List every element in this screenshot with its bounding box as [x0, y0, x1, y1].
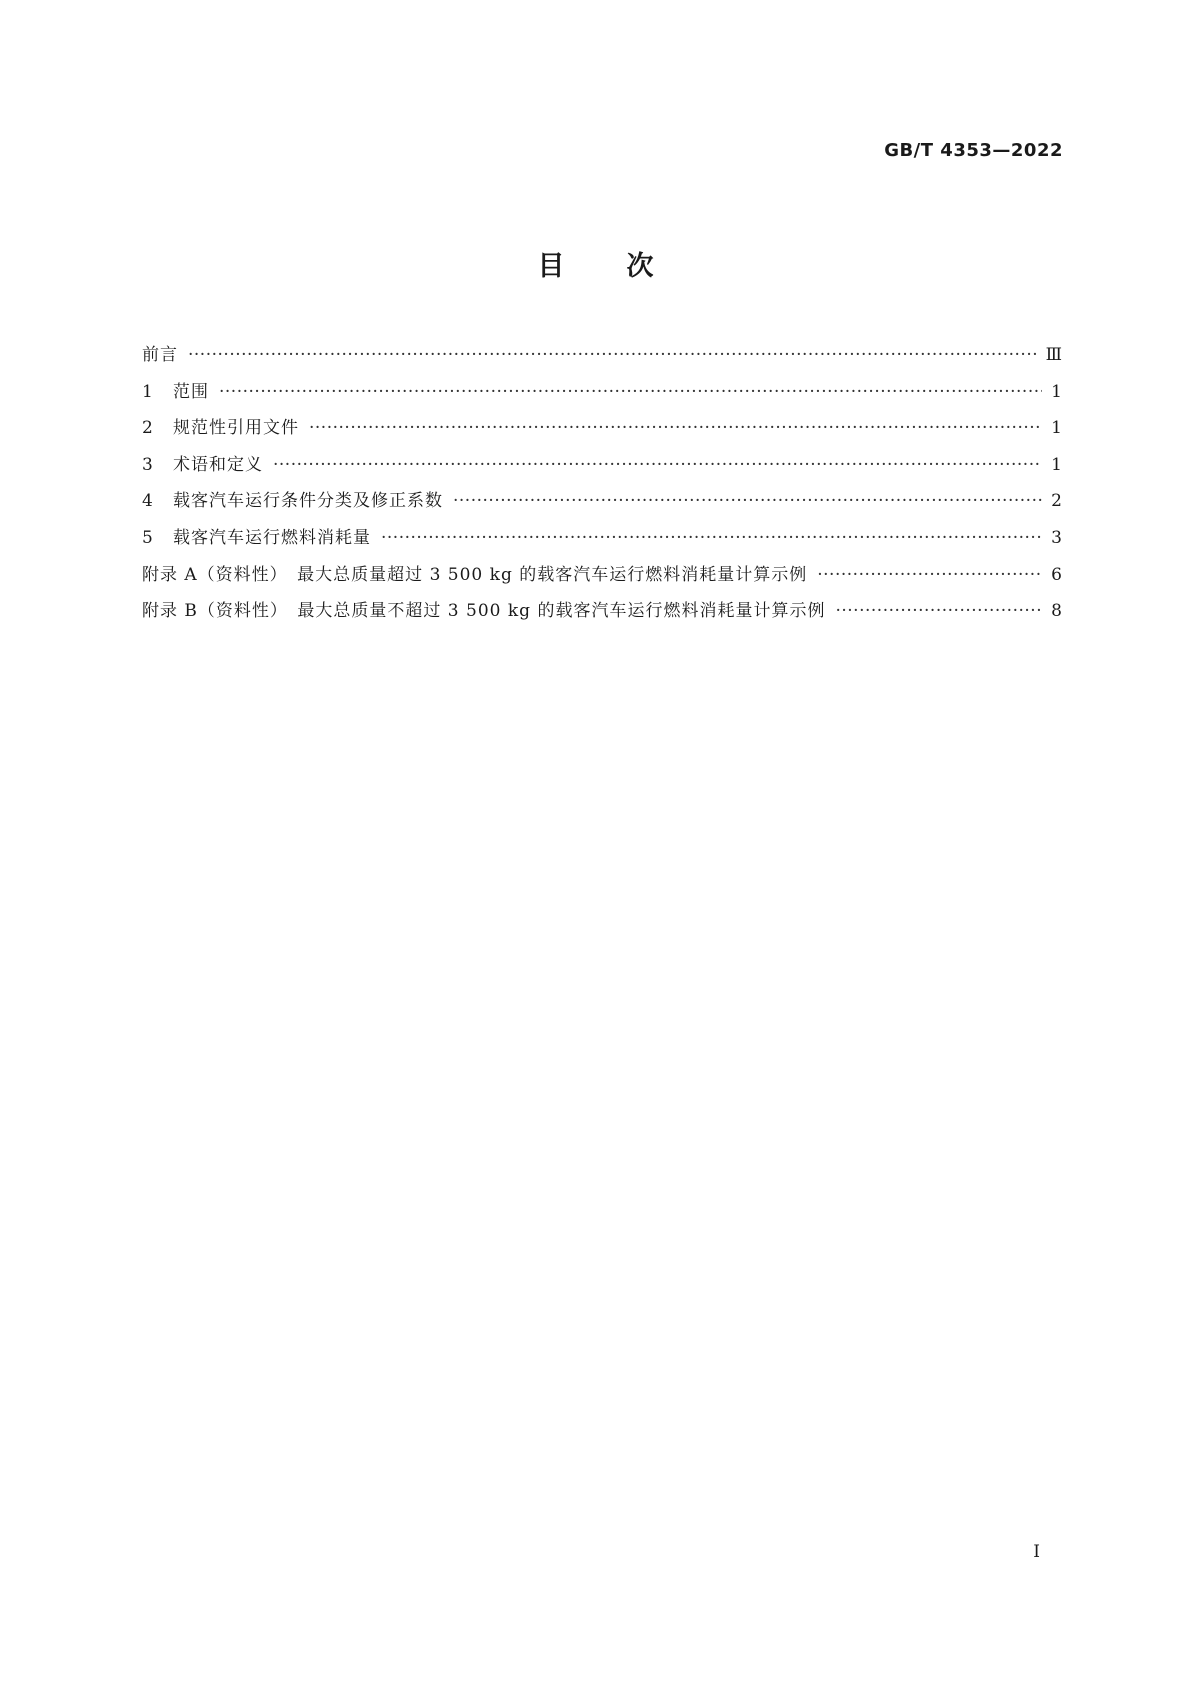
toc-entry-title: 载客汽车运行燃料消耗量 — [173, 527, 371, 548]
toc-entry-number: 3 — [142, 454, 154, 475]
toc-leader-dots — [188, 345, 1038, 365]
toc-entry-page: 2 — [1051, 491, 1062, 512]
table-of-contents — [142, 340, 1062, 633]
toc-entry-page: 1 — [1051, 418, 1062, 439]
toc-entry-number: 1 — [142, 381, 154, 402]
toc-entry-label — [142, 560, 807, 585]
toc-entry-fuel-consumption[interactable] — [142, 523, 1062, 560]
toc-entry-label — [142, 340, 178, 365]
toc-entry-label — [142, 523, 371, 548]
toc-entry-classification[interactable] — [142, 486, 1062, 523]
toc-entry-number: 5 — [142, 527, 154, 548]
toc-entry-number: 4 — [142, 491, 154, 512]
page-number: Ⅰ — [1033, 1542, 1040, 1562]
toc-entry-page: 1 — [1051, 381, 1062, 402]
toc-entry-title: 前言 — [142, 345, 178, 365]
toc-entry-title: 规范性引用文件 — [173, 418, 299, 439]
toc-title: 目次 — [537, 251, 716, 282]
toc-entry-title: 术语和定义 — [173, 454, 263, 475]
toc-leader-dots — [817, 565, 1042, 585]
toc-entry-appendix-b[interactable] — [142, 596, 1062, 633]
toc-entry-foreword[interactable] — [142, 340, 1062, 377]
toc-entry-title: 载客汽车运行条件分类及修正系数 — [173, 491, 443, 512]
toc-entry-page: 3 — [1051, 527, 1062, 548]
toc-entry-title: 附录 B（资料性） 最大总质量不超过 3 500 kg 的载客汽车运行燃料消耗量计算示例 — [142, 601, 826, 622]
toc-leader-dots — [273, 455, 1042, 475]
toc-entry-appendix-a[interactable] — [142, 560, 1062, 597]
toc-entry-terms-definitions[interactable] — [142, 450, 1062, 487]
toc-entry-page: Ⅲ — [1045, 345, 1062, 365]
toc-entry-page: 6 — [1051, 564, 1062, 585]
toc-entry-title: 范围 — [173, 381, 209, 402]
standard-number: GB/T 4353—2022 — [884, 140, 1063, 161]
toc-entry-label — [142, 413, 299, 438]
toc-leader-dots — [219, 382, 1042, 402]
toc-entry-label — [142, 450, 263, 475]
toc-entry-label — [142, 596, 825, 621]
toc-leader-dots — [453, 491, 1042, 511]
toc-leader-dots — [309, 418, 1042, 438]
toc-entry-number: 2 — [142, 418, 154, 439]
toc-entry-label — [142, 486, 443, 511]
toc-entry-label — [142, 377, 209, 402]
toc-leader-dots — [381, 528, 1042, 548]
toc-entry-page: 8 — [1051, 601, 1062, 622]
toc-entry-page: 1 — [1051, 454, 1062, 475]
toc-entry-scope[interactable] — [142, 377, 1062, 414]
toc-leader-dots — [835, 601, 1042, 621]
toc-entry-title: 附录 A（资料性） 最大总质量超过 3 500 kg 的载客汽车运行燃料消耗量计算示例 — [142, 564, 808, 585]
toc-entry-normative-references[interactable] — [142, 413, 1062, 450]
